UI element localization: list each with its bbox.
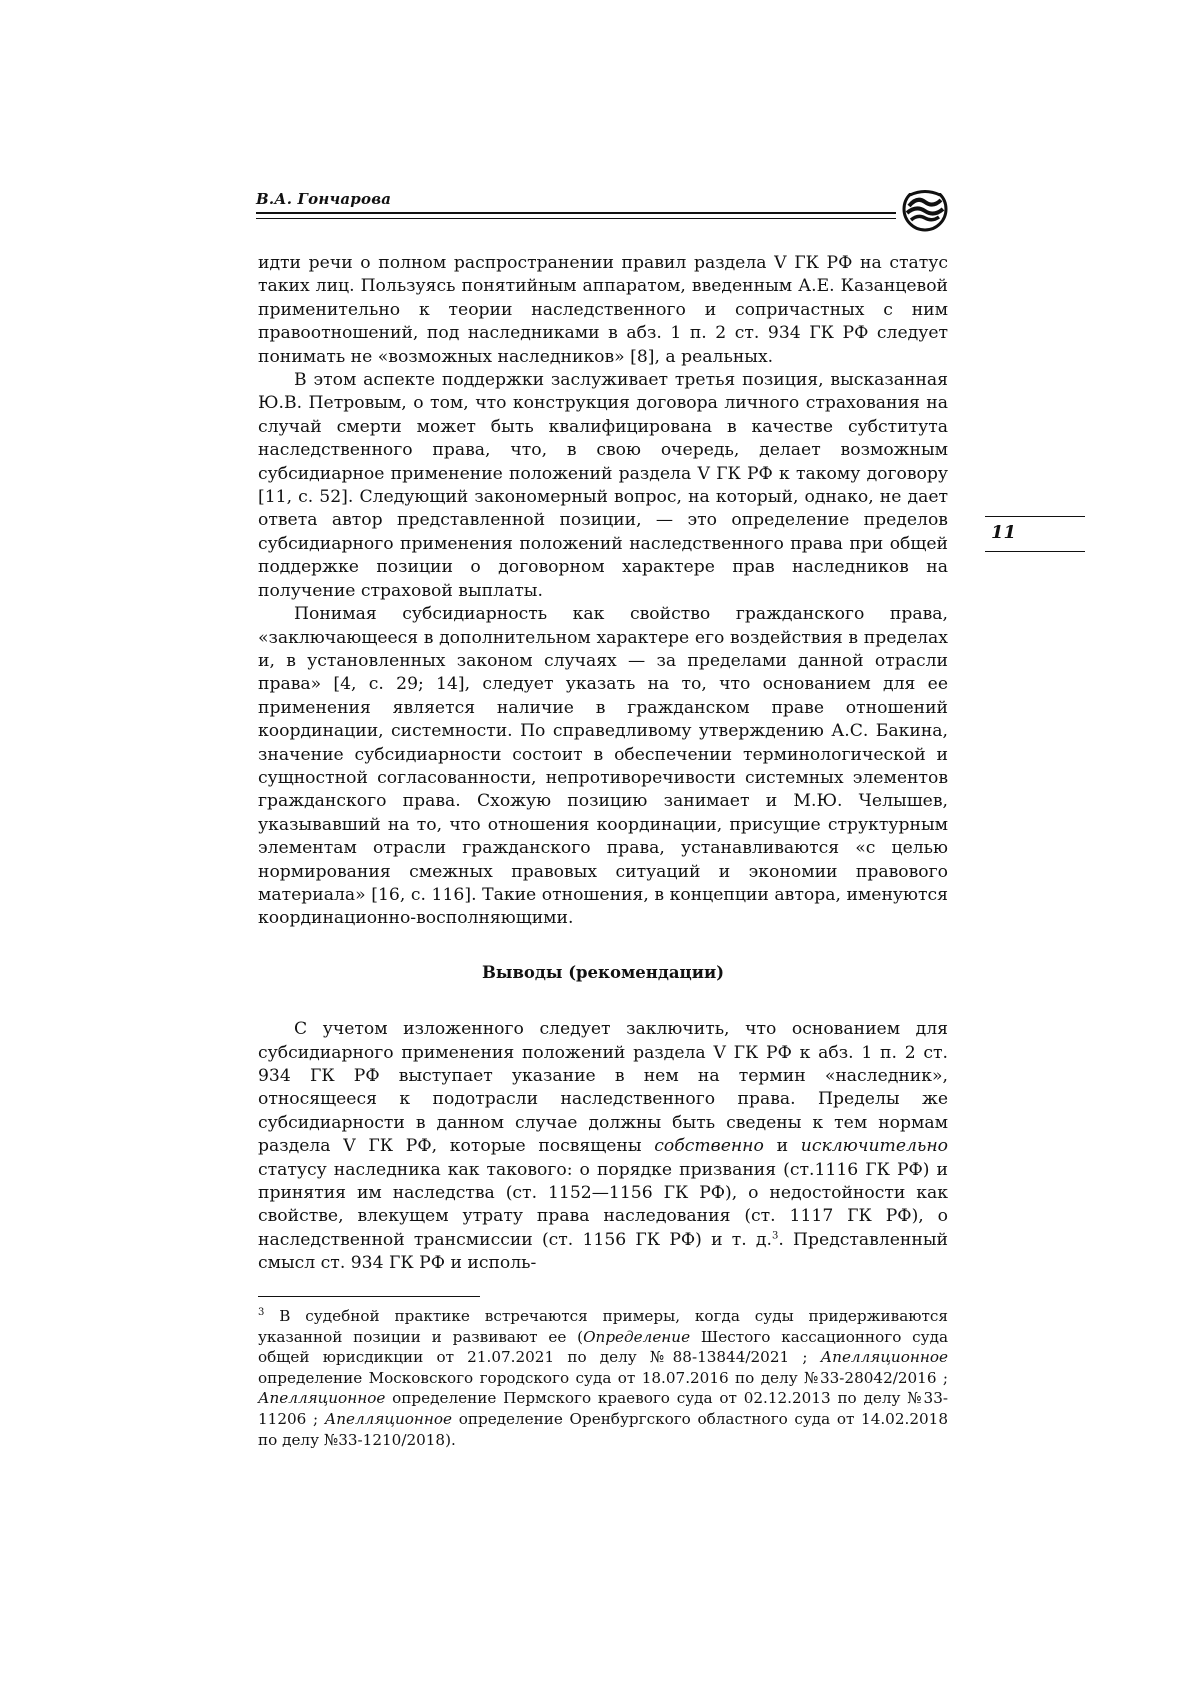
paragraph-4 <box>258 1018 948 1275</box>
paragraph-4-emphasis-2: исключительно <box>800 1136 949 1157</box>
paragraph-4-text-d: . Представленный смысл ст. 934 ГК РФ и исполь- <box>258 1229 948 1274</box>
page-number: 11 <box>991 522 1017 543</box>
footnotes <box>258 1306 948 1450</box>
footnote-3 <box>258 1306 948 1450</box>
page-number-rule-top <box>985 516 1085 517</box>
section-heading: Выводы (рекомендации) <box>481 962 725 982</box>
page-number-rule-bottom <box>985 551 1085 552</box>
paragraph-4-emphasis-1: собственно <box>654 1136 764 1157</box>
author-name: В.А. Гончарова <box>256 190 392 208</box>
footnote-emphasis-4: Апелляционное <box>324 1409 453 1428</box>
journal-logo-icon <box>902 186 948 232</box>
header-rule-thin <box>256 218 896 219</box>
paragraph-4-text-b: и <box>763 1136 801 1157</box>
footnote-emphasis-2: Апелляционное <box>820 1348 948 1367</box>
paragraph-3: Понимая субсидиарность как свойство гражданского права, «заключающееся в дополнительном характере его воздействия в пределах и, в установленных законом случаях — за пределами данной отрасли права» [4, с. 29; 14], следует указать на то, что основанием для ее применения является наличие в гражданском праве отношений координации, системности. По справедливому утверждению А.С. Бакина, значение субсидиарности состоит в обеспечении терминологической и сущностной согласованности, непротиворечивости системных элементов гражданского права. Схожую позицию занимает и М.Ю. Челышев, указывавший на то, что отношения координации, присущие структурным элементам отрасли гражданского права, устанавливаются «с целью нормирования смежных правовых ситуаций и экономии правового материала» [16, с. 116]. Такие отношения, в концепции автора, именуются координационно-восполняющими. <box>258 604 948 929</box>
footnote-reference[interactable]: 3 <box>771 1230 779 1242</box>
footnote-text-4: определение Пермского краевого суда от 02.12.2013 по делу №33-11206 ; <box>258 1389 948 1428</box>
footnote-mark: 3 <box>258 1306 265 1318</box>
footnote-emphasis-3: Апелляционное <box>258 1389 386 1408</box>
header-rule-thick <box>256 212 896 214</box>
footnote-text-5: определение Оренбургского областного суда от 14.02.2018 по делу №33-1210/2018). <box>258 1409 948 1449</box>
footnote-text-2: Шестого кассационного суда общей юрисдикции от 21.07.2021 по делу №88-13844/2021 ; <box>258 1327 949 1367</box>
footnote-text-1: В судебной практике встречаются примеры, когда суды придерживаются указанной позиции и развивают ее ( <box>258 1307 948 1346</box>
paragraph-2: В этом аспекте поддержки заслуживает третья позиция, высказанная Ю.В. Петровым, о том, что конструкция договора личного страхования на случай смерти может быть квалифицирована в качестве субститута наследственного права, что, в свою очередь, делает возможным субсидиарное применение положений раздела V ГК РФ к такому договору [11, с. 52]. Следующий закономерный вопрос, на который, однако, не дает ответа автор представленной позиции, — это определение пределов субсидиарного применения положений наследственного права при общей поддержке позиции о договорном характере прав наследников на получение страховой выплаты. <box>258 370 948 601</box>
footnote-text-3: определение Московского городского суда от 18.07.2016 по делу №33-28042/2016 ; <box>258 1368 948 1387</box>
footnote-separator <box>258 1296 480 1297</box>
footnote-emphasis-1: Определение <box>583 1327 691 1346</box>
running-header <box>256 186 950 232</box>
paragraph-4-text-a: С учетом изложенного следует заключить, что основанием для субсидиарного применения положений раздела V ГК РФ к абз. 1 п. 2 ст. 934 ГК РФ выступает указание в нем на термин «наследник», относящееся к подотрасли наследственного права. Пределы же субсидиарности в данном случае должны быть сведены к тем нормам раздела V ГК РФ, которые посвящены <box>258 1019 948 1157</box>
paragraph-1: идти речи о полном распространении правил раздела V ГК РФ на статус таких лиц. Пользуясь понятийным аппаратом, введенным А.Е. Казанцевой применительно к теории наследственного и сопричастных с ним правоотношений, под наследниками в абз. 1 п. 2 ст. 934 ГК РФ следует понимать не «возможных наследников» [8], а реальных. <box>258 253 948 367</box>
article-body <box>258 252 948 1276</box>
paragraph-4-text-c: статусу наследника как такового: о порядке призвания (ст.1116 ГК РФ) и принятия им наследства (ст. 1152—1156 ГК РФ), о недостойности как свойстве, влекущем утрату права наследования (ст. 1117 ГК РФ), о наследственной трансмиссии (ст. 1156 ГК РФ) и т. д. <box>258 1159 948 1250</box>
page-number-box <box>985 516 1085 552</box>
